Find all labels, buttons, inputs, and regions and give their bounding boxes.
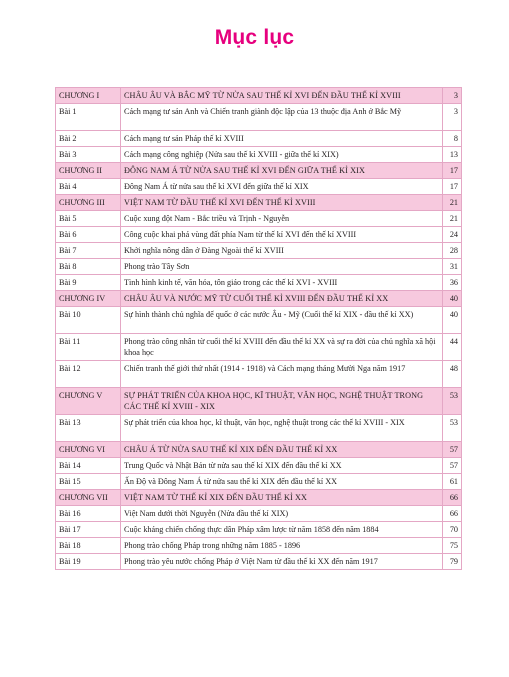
- chapter-title: VIỆT NAM TỪ THẾ KỈ XIX ĐẾN ĐẦU THẾ KỈ XX: [121, 490, 443, 506]
- lesson-title: Sự phát triển của khoa học, kĩ thuật, văn học, nghệ thuật trong các thế kỉ XVIII - XIX: [121, 415, 443, 442]
- lesson-label: Bài 7: [56, 243, 121, 259]
- lesson-label: Bài 17: [56, 522, 121, 538]
- lesson-label: Bài 12: [56, 361, 121, 388]
- lesson-title: Cuộc xung đột Nam - Bắc triều và Trịnh - Nguyễn: [121, 211, 443, 227]
- chapter-title: CHÂU Á TỪ NỬA SAU THẾ KỈ XIX ĐẾN ĐẦU THẾ KỈ XX: [121, 442, 443, 458]
- page-number: 3: [443, 104, 462, 131]
- page-number: 57: [443, 458, 462, 474]
- toc-chapter-row[interactable]: [56, 388, 462, 415]
- chapter-label: CHƯƠNG I: [56, 88, 121, 104]
- toc-lesson-row[interactable]: [56, 361, 462, 388]
- page-number: 3: [443, 88, 462, 104]
- lesson-label: Bài 8: [56, 259, 121, 275]
- lesson-label: Bài 15: [56, 474, 121, 490]
- toc-lesson-row[interactable]: [56, 243, 462, 259]
- lesson-label: Bài 9: [56, 275, 121, 291]
- toc-lesson-row[interactable]: [56, 334, 462, 361]
- lesson-title: Việt Nam dưới thời Nguyễn (Nửa đầu thế kỉ XIX): [121, 506, 443, 522]
- page-number: 8: [443, 131, 462, 147]
- page-number: 48: [443, 361, 462, 388]
- lesson-label: Bài 19: [56, 554, 121, 570]
- lesson-title: Cách mạng tư sản Pháp thế kỉ XVIII: [121, 131, 443, 147]
- page-number: 70: [443, 522, 462, 538]
- lesson-title: Phong trào yêu nước chống Pháp ở Việt Nam từ đầu thế kỉ XX đến năm 1917: [121, 554, 443, 570]
- lesson-label: Bài 6: [56, 227, 121, 243]
- chapter-label: CHƯƠNG VI: [56, 442, 121, 458]
- lesson-label: Bài 5: [56, 211, 121, 227]
- chapter-label: CHƯƠNG IV: [56, 291, 121, 307]
- lesson-label: Bài 11: [56, 334, 121, 361]
- lesson-title: Cách mạng tư sản Anh và Chiến tranh giành độc lập của 13 thuộc địa Anh ở Bắc Mỹ: [121, 104, 443, 131]
- lesson-title: Chiến tranh thế giới thứ nhất (1914 - 1918) và Cách mạng tháng Mười Nga năm 1917: [121, 361, 443, 388]
- page-number: 21: [443, 195, 462, 211]
- toc-chapter-row[interactable]: [56, 195, 462, 211]
- page-number: 24: [443, 227, 462, 243]
- chapter-title: CHÂU ÂU VÀ NƯỚC MỸ TỪ CUỐI THẾ KỈ XVIII ĐẾN ĐẦU THẾ KỈ XX: [121, 291, 443, 307]
- page-number: 28: [443, 243, 462, 259]
- page-number: 61: [443, 474, 462, 490]
- toc-lesson-row[interactable]: [56, 211, 462, 227]
- lesson-title: Tình hình kinh tế, văn hóa, tôn giáo trong các thế kỉ XVI - XVIII: [121, 275, 443, 291]
- chapter-title: CHÂU ÂU VÀ BẮC MỸ TỪ NỬA SAU THẾ KỈ XVI ĐẾN ĐẦU THẾ KỈ XVIII: [121, 88, 443, 104]
- toc-lesson-row[interactable]: [56, 227, 462, 243]
- toc-lesson-row[interactable]: [56, 259, 462, 275]
- lesson-label: Bài 18: [56, 538, 121, 554]
- toc-lesson-row[interactable]: [56, 458, 462, 474]
- toc-lesson-row[interactable]: [56, 415, 462, 442]
- toc-chapter-row[interactable]: [56, 163, 462, 179]
- chapter-label: CHƯƠNG II: [56, 163, 121, 179]
- chapter-title: SỰ PHÁT TRIỂN CỦA KHOA HỌC, KĨ THUẬT, VĂN HỌC, NGHỆ THUẬT TRONG CÁC THẾ KỈ XVIII - XIX: [121, 388, 443, 415]
- lesson-title: Phong trào chống Pháp trong những năm 1885 - 1896: [121, 538, 443, 554]
- chapter-title: ĐÔNG NAM Á TỪ NỬA SAU THẾ KỈ XVI ĐẾN GIỮA THẾ KỈ XIX: [121, 163, 443, 179]
- lesson-title: Ấn Độ và Đông Nam Á từ nửa sau thế kỉ XIX đến đầu thế kỉ XX: [121, 474, 443, 490]
- toc-lesson-row[interactable]: [56, 506, 462, 522]
- page-number: 40: [443, 291, 462, 307]
- lesson-title: Cách mạng công nghiệp (Nửa sau thế kỉ XVIII - giữa thế kỉ XIX): [121, 147, 443, 163]
- page-number: 31: [443, 259, 462, 275]
- lesson-label: Bài 16: [56, 506, 121, 522]
- page-number: 17: [443, 163, 462, 179]
- chapter-label: CHƯƠNG III: [56, 195, 121, 211]
- lesson-label: Bài 4: [56, 179, 121, 195]
- chapter-title: VIỆT NAM TỪ ĐẦU THẾ KỈ XVI ĐẾN THẾ KỈ XVIII: [121, 195, 443, 211]
- toc-lesson-row[interactable]: [56, 104, 462, 131]
- lesson-title: Cuộc kháng chiến chống thực dân Pháp xâm lược từ năm 1858 đến năm 1884: [121, 522, 443, 538]
- toc-lesson-row[interactable]: [56, 307, 462, 334]
- toc-lesson-row[interactable]: [56, 147, 462, 163]
- toc-chapter-row[interactable]: [56, 291, 462, 307]
- chapter-label: CHƯƠNG V: [56, 388, 121, 415]
- lesson-label: Bài 10: [56, 307, 121, 334]
- toc-lesson-row[interactable]: [56, 275, 462, 291]
- toc-table: [55, 87, 462, 570]
- toc-lesson-row[interactable]: [56, 179, 462, 195]
- lesson-title: Phong trào công nhân từ cuối thế kỉ XVIII đến đầu thế kỉ XX và sự ra đời của chủ nghĩa xã hội khoa học: [121, 334, 443, 361]
- toc-body: [56, 88, 462, 570]
- page-number: 79: [443, 554, 462, 570]
- lesson-title: Sự hình thành chủ nghĩa đế quốc ở các nước Âu - Mỹ (Cuối thế kỉ XIX - đầu thế kỉ XX): [121, 307, 443, 334]
- lesson-label: Bài 1: [56, 104, 121, 131]
- toc-chapter-row[interactable]: [56, 88, 462, 104]
- lesson-title: Phong trào Tây Sơn: [121, 259, 443, 275]
- chapter-label: CHƯƠNG VII: [56, 490, 121, 506]
- page-number: 53: [443, 388, 462, 415]
- page-number: 40: [443, 307, 462, 334]
- page-number: 66: [443, 506, 462, 522]
- page-number: 57: [443, 442, 462, 458]
- lesson-title: Đông Nam Á từ nửa sau thế kỉ XVI đến giữa thế kỉ XIX: [121, 179, 443, 195]
- toc-chapter-row[interactable]: [56, 442, 462, 458]
- toc-lesson-row[interactable]: [56, 131, 462, 147]
- page-number: 75: [443, 538, 462, 554]
- toc-lesson-row[interactable]: [56, 554, 462, 570]
- page-number: 53: [443, 415, 462, 442]
- page-number: 13: [443, 147, 462, 163]
- lesson-label: Bài 14: [56, 458, 121, 474]
- page-number: 66: [443, 490, 462, 506]
- lesson-label: Bài 3: [56, 147, 121, 163]
- lesson-title: Trung Quốc và Nhật Bản từ nửa sau thế kỉ XIX đến đầu thế kỉ XX: [121, 458, 443, 474]
- toc-chapter-row[interactable]: [56, 490, 462, 506]
- toc-lesson-row[interactable]: [56, 538, 462, 554]
- lesson-label: Bài 13: [56, 415, 121, 442]
- lesson-title: Công cuộc khai phá vùng đất phía Nam từ thế kỉ XVI đến thế kỉ XVIII: [121, 227, 443, 243]
- toc-lesson-row[interactable]: [56, 522, 462, 538]
- page-number: 44: [443, 334, 462, 361]
- lesson-label: Bài 2: [56, 131, 121, 147]
- page-title: Mục lục: [214, 26, 295, 49]
- page-number: 36: [443, 275, 462, 291]
- lesson-title: Khởi nghĩa nông dân ở Đàng Ngoài thế kỉ XVIII: [121, 243, 443, 259]
- page-number: 21: [443, 211, 462, 227]
- toc-lesson-row[interactable]: [56, 474, 462, 490]
- page-number: 17: [443, 179, 462, 195]
